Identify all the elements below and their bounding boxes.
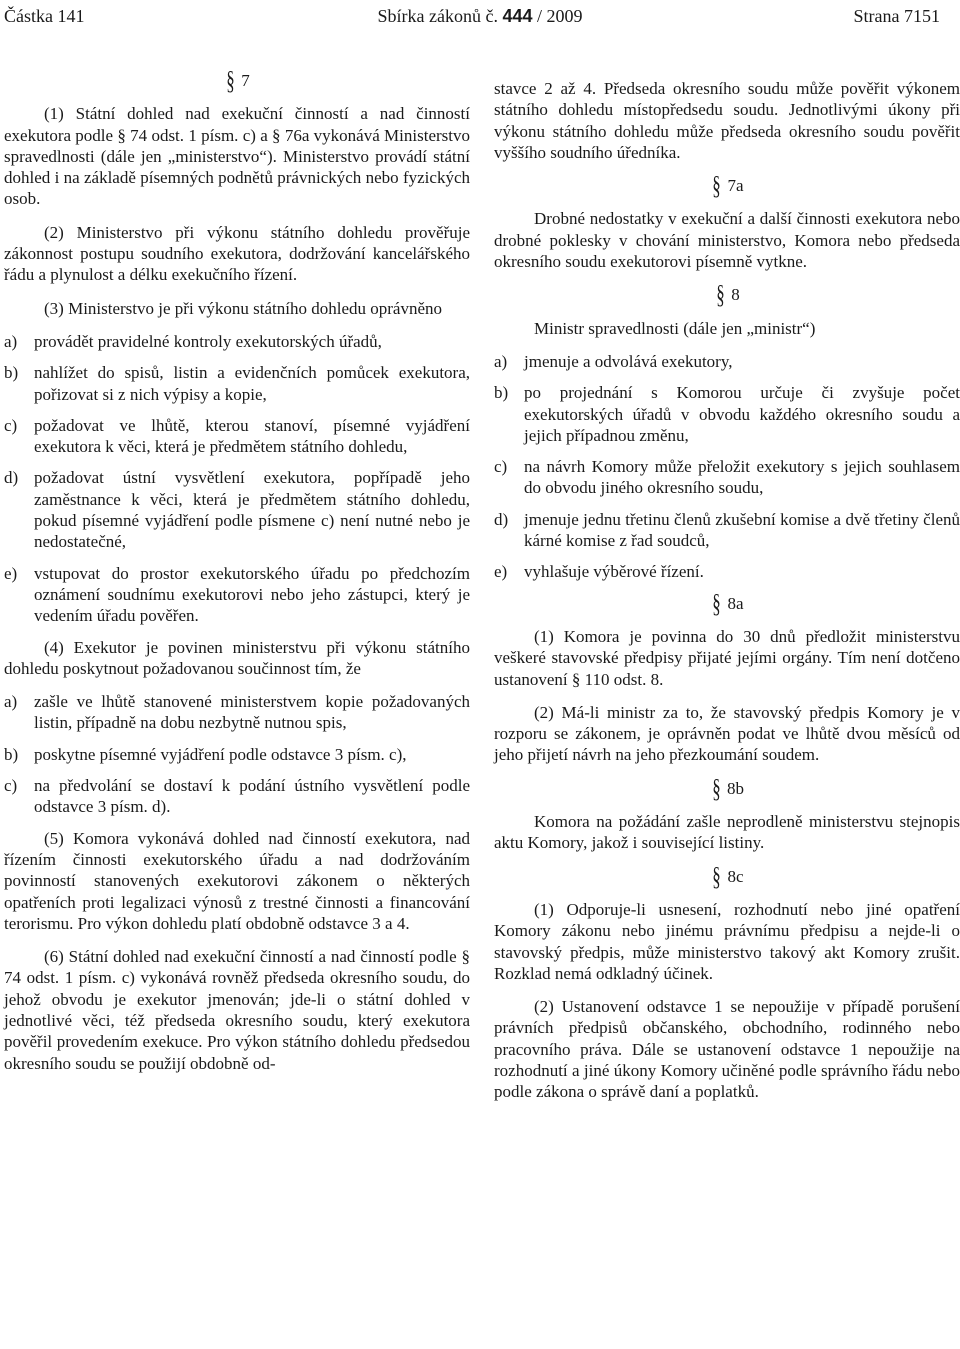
list-7-4 xyxy=(4,691,470,817)
paragraph-7-4: (4) Exekutor je povinen ministerstvu při výkonu státního dohledu poskytnout požadovanou součinnost tím, že xyxy=(4,637,470,678)
section-number: 8a xyxy=(727,593,744,613)
list-item xyxy=(494,561,960,582)
paragraph-7-1: (1) Státní dohled nad exekuční činností a nad činností exekutora podle § 74 odst. 1 písm. c) a § 76a vykonává Ministerstvo spravedlnosti (dále jen „ministerstvo“). Ministerstvo provádí státní dohled i na základě písemných podnětů právnických nebo fyzických osob. xyxy=(4,104,470,209)
paragraph-7a: Drobné nedostatky v exekuční a další činnosti exekutora nebo drobné poklesky v chování ministerstvo, Komora nebo předseda okresního soudu exekutorovi písemně vytkne. xyxy=(494,209,960,272)
section-heading-8b xyxy=(494,773,960,803)
list-item-text: jmenuje a odvolává exekutory, xyxy=(524,351,733,371)
list-item-label: e) xyxy=(4,563,18,583)
section-heading-8c xyxy=(494,861,960,891)
section-number: 8b xyxy=(727,778,744,798)
paragraph-8: Ministr spravedlnosti (dále jen „ministr“) xyxy=(534,318,816,338)
list-item-text: zašle ve lhůtě stanovené ministerstvem kopie požadovaných listin, případně na dobu nezbytně nutnou spis, xyxy=(34,692,470,733)
list-item-text: požadovat ústní vysvětlení exekutora, popřípadě jeho zaměstnance k věci, která je předmětem státního dohledu, pokud písemné vyjádření podle písmene c) není nutné nebo je nedostatečné, xyxy=(34,468,470,552)
section-heading-8 xyxy=(494,280,960,310)
list-item-text: po projednání s Komorou určuje či zvyšuje počet exekutorských úřadů v obvodu každého okresního soudu a jejich případnou změnu, xyxy=(524,383,960,445)
list-item-label: b) xyxy=(494,383,509,403)
list-item-text: nahlížet do spisů, listin a evidenčních pomůcek exekutora, pořizovat si z nich výpisy a kopie, xyxy=(34,363,470,404)
list-8 xyxy=(494,351,960,583)
section-sign-icon: § xyxy=(712,171,722,201)
list-item xyxy=(494,351,960,372)
section-heading-7a xyxy=(494,171,960,201)
list-item-text: jmenuje jednu třetinu členů zkušební komise a dvě třetiny členů kárné komise z řad soudců, xyxy=(524,509,960,551)
collection-title-prefix: Sbírka zákonů č. xyxy=(377,6,503,26)
list-item xyxy=(4,563,470,627)
list-item-label: b) xyxy=(4,363,19,383)
list-item-label: c) xyxy=(4,415,18,435)
section-heading-7 xyxy=(4,66,470,95)
list-item-text: poskytne písemné vyjádření podle odstavce 3 písm. c), xyxy=(34,744,407,764)
list-item-text: vyhlašuje výběrové řízení. xyxy=(524,562,704,582)
paragraph-7-3: (3) Ministerstvo je při výkonu státního dohledu oprávněno xyxy=(44,298,443,318)
list-item xyxy=(494,382,960,446)
issue-number: Částka 141 xyxy=(4,6,85,26)
left-column xyxy=(4,66,470,1086)
section-sign-icon: § xyxy=(712,773,721,803)
list-item xyxy=(494,456,960,499)
paragraph-7-6: (6) Státní dohled nad exekuční činností a nad činností podle § 74 odst. 1 písm. c) vykonává rovněž předseda okresního soudu, do jehož obvodu je exekutor jmenován; jde-li o státní dohled v jednotlivé věci, též předseda okresního soudu, který exekutora pověřil provedením exekuce. Pro výkon státního dohledu předsedou okresního soudu se použijí obdobně od- xyxy=(4,947,470,1073)
list-item xyxy=(4,415,470,458)
list-item-label: c) xyxy=(4,776,18,796)
section-number: 7a xyxy=(727,176,744,196)
paragraph-8c-2: (2) Ustanovení odstavce 1 se nepoužije v případě porušení právních předpisů občanského, obchodního, rodinného nebo pracovního práva. Dále se ustanovení odstavce 1 nepoužije na rozhodnutí a jiné úkony Komory učiněné podle správního řádu nebo podle zákona o správě daní a poplatků. xyxy=(494,997,960,1102)
paragraph-8b: Komora na požádání zašle neprodleně ministerstvu stejnopis aktu Komory, jakož i související listiny. xyxy=(494,812,960,853)
section-sign-icon: § xyxy=(712,588,722,618)
list-item-text: vstupovat do prostor exekutorského úřadu po předchozím oznámení soudnímu exekutorovi nebo jeho zástupci, který je vedením úřadu pověřen. xyxy=(34,563,470,626)
paragraph-7-5: (5) Komora vykonává dohled nad činností exekutora, nad řízením činnosti exekutorského úřadu a nad dodržováním povinností stanovených exekutorovi zákonem o některých opatřeních proti legalizaci výnosů z trestné činnosti a financování terorismu. Pro výkon dohledu platí obdobně odstavce 3 a 4. xyxy=(4,828,470,933)
collection-title xyxy=(0,4,960,28)
list-item xyxy=(4,775,470,818)
paragraph-7-2: (2) Ministerstvo při výkonu státního dohledu prověřuje zákonnost postupu soudního exekutora, dodržování kancelářského řádu a plynulost a délku exekučního řízení. xyxy=(4,222,470,285)
law-number: 444 xyxy=(502,6,533,26)
section-number: 8c xyxy=(727,866,744,886)
paragraph-8a-2: (2) Má-li ministr za to, že stavovský předpis Komory je v rozporu se zákonem, je oprávněn podat ve lhůtě dvou měsíců od jeho přijetí návrh na jeho přezkoumání soudem. xyxy=(494,702,960,765)
list-item xyxy=(4,331,470,352)
paragraph-7-6-continued: stavce 2 až 4. Předseda okresního soudu může pověřit výkonem státního dohledu místopředsedu soudu. Jednotlivými úkony při výkonu státního dohledu může předseda okresního soudu pověřit vyššího soudního úředníka. xyxy=(494,79,960,162)
list-item-text: požadovat ve lhůtě, kterou stanoví, písemné vyjádření exekutora k věci, která je předmětem státního dohledu, xyxy=(34,415,470,457)
list-item-label: e) xyxy=(494,562,508,582)
paragraph-8c-1: (1) Odporuje-li usnesení, rozhodnutí nebo jiné opatření Komory zákonu nebo jinému právnímu předpisu a nejde-li o stavovský předpis, může ministerstvo takový akt Komory zrušit. Rozklad nemá odkladný účinek. xyxy=(494,899,960,983)
list-item-label: a) xyxy=(494,351,508,371)
list-item-label: b) xyxy=(4,744,19,764)
list-item xyxy=(4,362,470,405)
list-item-text: na návrh Komory může přeložit exekutory s jejich souhlasem do obvodu jiného okresního soudu, xyxy=(524,457,960,498)
right-column xyxy=(494,78,960,1115)
page-header xyxy=(0,4,960,28)
list-item-label: d) xyxy=(4,468,19,488)
list-7-3 xyxy=(4,331,470,627)
list-item-text: provádět pravidelné kontroly exekutorských úřadů, xyxy=(34,331,382,351)
list-item-label: a) xyxy=(4,692,18,712)
section-heading-8a xyxy=(494,588,960,618)
section-sign-icon: § xyxy=(712,861,722,891)
collection-title-suffix: / 2009 xyxy=(532,6,583,26)
list-item-label: c) xyxy=(494,457,508,477)
section-number: 7 xyxy=(241,71,250,90)
list-item xyxy=(4,744,470,765)
list-item-label: d) xyxy=(494,509,509,529)
list-item xyxy=(4,467,470,552)
list-item-text: na předvolání se dostaví k podání ústního vysvětlení podle odstavce 3 písm. d). xyxy=(34,776,470,817)
page-number: Strana 7151 xyxy=(853,6,940,26)
paragraph-8a-1: (1) Komora je povinna do 30 dnů předložit ministerstvu veškeré stavovské předpisy přijaté jejími orgány. Tím není dotčeno ustanovení § 110 odst. 8. xyxy=(494,626,960,689)
section-sign-icon: § xyxy=(716,280,725,310)
list-item-label: a) xyxy=(4,331,18,351)
section-number: 8 xyxy=(731,285,740,305)
list-item xyxy=(4,691,470,734)
list-item xyxy=(494,509,960,552)
section-sign-icon: § xyxy=(226,66,235,95)
